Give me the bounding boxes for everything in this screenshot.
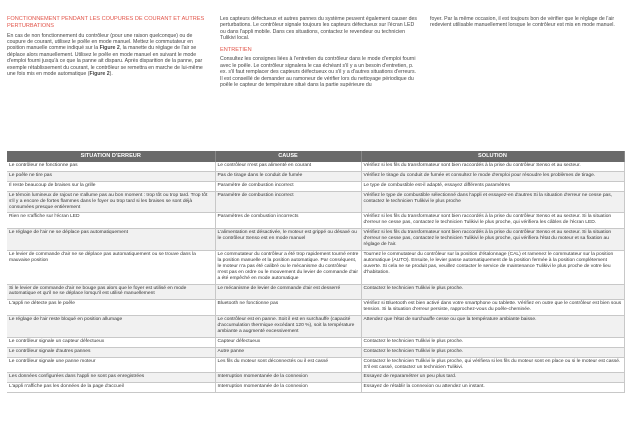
section-heading-power-outage: FONCTIONNEMENT PENDANT LES COUPURES DE COURANT ET AUTRES PERTURBATIONS: [7, 16, 205, 29]
text: , la manette du réglage de l'air se déplace alors manuellement. Utilisez le poêle en mode manuel en suivant le mode d'emploi fourni jusqu'à ce que la panne ait disparu. Après disparition de la panne, par exemple rétablissement du courant, le contrôleur se remettra en marche de lui-même une fois mis en mode automatique (: [7, 45, 203, 78]
situation-cell: Le témoin lumineux de rajout ne s'allume pas au bon moment : trop tôt ou trop tard. Trop tôt s'il y a encore de fortes flammes dans le foyer ou trop tard si les braises se sont déjà consumées presque entièrement: [7, 191, 215, 213]
solution-cell: Vérifiez le type de combustible sélectionné dans l'appli et essayez-en d'autres Si la situation d'erreur ne cesse pas, contactez le technicien Tulikivi le plus proche: [361, 191, 624, 213]
cause-cell: Capteur défectueux: [215, 337, 361, 347]
table-row: [7, 373, 624, 383]
text: ).: [109, 71, 113, 78]
solution-cell: Le type de combustible est-il adapté, essayez différents paramètres: [361, 181, 624, 191]
header-situation: SITUATION D'ERREUR: [7, 151, 215, 162]
solution-cell: Essayez de reparamétrer un peu plus tard.: [361, 373, 624, 383]
table-row: [7, 300, 624, 316]
table-row: [7, 347, 624, 357]
table-row: [7, 162, 624, 171]
header-solution: SOLUTION: [361, 151, 624, 162]
situation-cell: Le levier de commande d'air ne se déplace pas automatiquement ou se trouve dans la mauvaise position: [7, 250, 215, 284]
table-row: [7, 383, 624, 393]
paragraph-continuation: foyer. Par la même occasion, il est toujours bon de vérifier que le réglage de l'air redevient utilisable manuellement lorsque le contrôleur est mis en mode manuel.: [430, 16, 615, 29]
solution-cell: Essayez de rétablir la connexion ou attendez un instant.: [361, 383, 624, 393]
situation-cell: Si le levier de commande d'air ne bouge pas alors que le foyer est utilisé en mode automatique et qu'il ne se déplace lorsqu'il est utilisé manuellement: [7, 284, 215, 300]
situation-cell: Les données configurées dans l'appli ne sont pas enregistrées: [7, 373, 215, 383]
cause-cell: Paramètre de combustion incorrect: [215, 191, 361, 213]
text: En cas de non fonctionnement du contrôleur (pour une raison quelconque) ou de coupure de courant, utilisez le poêle en mode manuel. Mettez le commutateur en position manuelle comme indiqué sur la: [7, 32, 193, 52]
situation-cell: Le contrôleur ne fonctionne pas: [7, 162, 215, 171]
solution-cell: Contactez le technicien Tulikivi le plus proche.: [361, 347, 624, 357]
figure-ref: Figure 2: [89, 71, 110, 78]
table-row: [7, 284, 624, 300]
table-row: [7, 171, 624, 181]
solution-cell: Contactez le technicien Tulikivi le plus proche.: [361, 284, 624, 300]
table-row: [7, 181, 624, 191]
cause-cell: Le contrôleur n'est pas alimenté en courant: [215, 162, 361, 171]
situation-cell: Le poêle ne tire pas: [7, 171, 215, 181]
cause-cell: L'alimentation est désactivée, le moteur est grippé ou désaxé ou le contrôleur Senso est en mode manuel: [215, 229, 361, 251]
cause-cell: Paramètre de combustion incorrect: [215, 181, 361, 191]
situation-cell: L'appli ne détecte pas le poêle: [7, 300, 215, 316]
cause-cell: Les fils du moteur sont déconnectés ou il est cassé: [215, 357, 361, 373]
solution-cell: Contactez le technicien Tulikivi le plus proche.: [361, 337, 624, 347]
solution-cell: Vérifiez si Bluetooth est bien activé dans votre smartphone ou tablette. Vérifiez en outre que le contrôleur est bien sous tension. Si la situation d'erreur persiste, rapprochez-vous du poêle-cheminée.: [361, 300, 624, 316]
header-cause: CAUSE: [215, 151, 361, 162]
solution-cell: Vérifiez si les fils du transformateur sont bien raccordés à la prise du contrôleur Senso et au secteur.: [361, 162, 624, 171]
situation-cell: Le contrôleur signale d'autres pannes: [7, 347, 215, 357]
section-heading-maintenance: ENTRETIEN: [220, 46, 252, 53]
figure-ref: Figure 2: [99, 45, 120, 52]
paragraph-manual-mode: [7, 33, 212, 78]
column-1: [7, 16, 212, 82]
troubleshooting-table: [7, 151, 625, 393]
solution-cell: Contactez le technicien Tulikivi le plus proche, qui vérifiera si les fils du moteur sont en place ou si le moteur est cassé. S'il est cassé, contactez un technicien Tulikivi.: [361, 357, 624, 373]
solution-cell: Attendez que l'état de surchauffe cesse ou que la température ambiante baisse.: [361, 316, 624, 338]
table-row: [7, 213, 624, 229]
column-3: [430, 16, 625, 34]
column-2: [220, 16, 418, 93]
cause-cell: Paramètres de combustion incorrects: [215, 213, 361, 229]
table-row: [7, 337, 624, 347]
situation-cell: L'appli n'affiche pas les données de la page d'accueil: [7, 383, 215, 393]
situation-cell: Le réglage de l'air ne se déplace pas automatiquement: [7, 229, 215, 251]
cause-cell: Interruption momentanée de la connexion: [215, 383, 361, 393]
solution-cell: Tournez le commutateur du contrôleur sur la position d'étalonnage (CAL) et ramenez le commutateur sur la position automatique (AUTO). Ensuite, le levier passe automatiquement de la position fermée à la position complètement ouverte. Si cela ne se produit pas, veuillez contacter le service de maintenance Tulikivi le plus proche de votre lieu d'habitation.: [361, 250, 624, 284]
situation-cell: Le contrôleur signale un capteur défectueux: [7, 337, 215, 347]
cause-cell: Pas de tirage dans le conduit de fumée: [215, 171, 361, 181]
cause-cell: Bluetooth ne fonctionne pas: [215, 300, 361, 316]
table-row: [7, 316, 624, 338]
situation-cell: Rien ne s'affiche sur l'écran LED: [7, 213, 215, 229]
paragraph-sensors: Les capteurs défectueux et autres pannes du système peuvent également causer des perturbations. Le contrôleur signale toujours les capteurs défectueux sur l'écran LED ou dans l'appli mobile. Dans ces situations, contactez le revendeur ou technicien Tulikivi local.: [220, 16, 417, 42]
paragraph-maintenance: Consultez les consignes liées à l'entretien du contrôleur dans le mode d'emploi fourni avec le poêle. Le contrôleur signalera le cas échéant s'il y a un besoin d'entretien, p. ex. s'il faut remplacer des capteurs défectueux ou s'il y a d'autres situations d'erreurs. Il est conseillé de demander au ramoneur de vérifier lors du nettoyage périodique du poêle le capteur de température situé dans la partie supérieure du: [220, 56, 416, 89]
table-row: [7, 250, 624, 284]
table-row: [7, 357, 624, 373]
cause-cell: Autre panne: [215, 347, 361, 357]
cause-cell: Le mécanisme de levier de commande d'air est desserré: [215, 284, 361, 300]
cause-cell: Interruption momentanée de la connexion: [215, 373, 361, 383]
cause-cell: Le commutateur du contrôleur a été trop rapidement tourné entre la position manuelle et la position automatique. Par conséquent, le moteur n'a pas été calibré ou le mécanisme du contrôleur n'est pas en ordre ou le mouvement du levier de commande d'air a été empêché en mode automatique: [215, 250, 361, 284]
table-row: [7, 191, 624, 213]
solution-cell: Vérifiez si les fils du transformateur sont bien raccordés à la prise du contrôleur Senso et au secteur. Si la situation d'erreur ne cesse pas, contactez le technicien Tulikivi le plus proche, qui vérifiera les câbles de l'écran LED.: [361, 213, 624, 229]
table-row: [7, 229, 624, 251]
cause-cell: Le contrôleur est en panne. Soit il est en surchauffe (capacité d'accumulation thermique excédant 120 %), soit la température ambiante a augmenté excessivement: [215, 316, 361, 338]
solution-cell: Vérifiez si les fils du transformateur sont bien raccordés à la prise du contrôleur Senso et au secteur. Si la situation d'erreur ne cesse pas, contactez le technicien Tulikivi le plus proche, qui vérifiera l'état du moteur et sa fixation au réglage de l'air.: [361, 229, 624, 251]
situation-cell: Il reste beaucoup de braises sur la grille: [7, 181, 215, 191]
solution-cell: Vérifiez le tirage du conduit de fumée et consultez le mode d'emploi pour résoudre les problèmes de tirage.: [361, 171, 624, 181]
situation-cell: Le réglage de l'air reste bloqué en position allumage: [7, 316, 215, 338]
situation-cell: Le contrôleur signale une panne moteur: [7, 357, 215, 373]
